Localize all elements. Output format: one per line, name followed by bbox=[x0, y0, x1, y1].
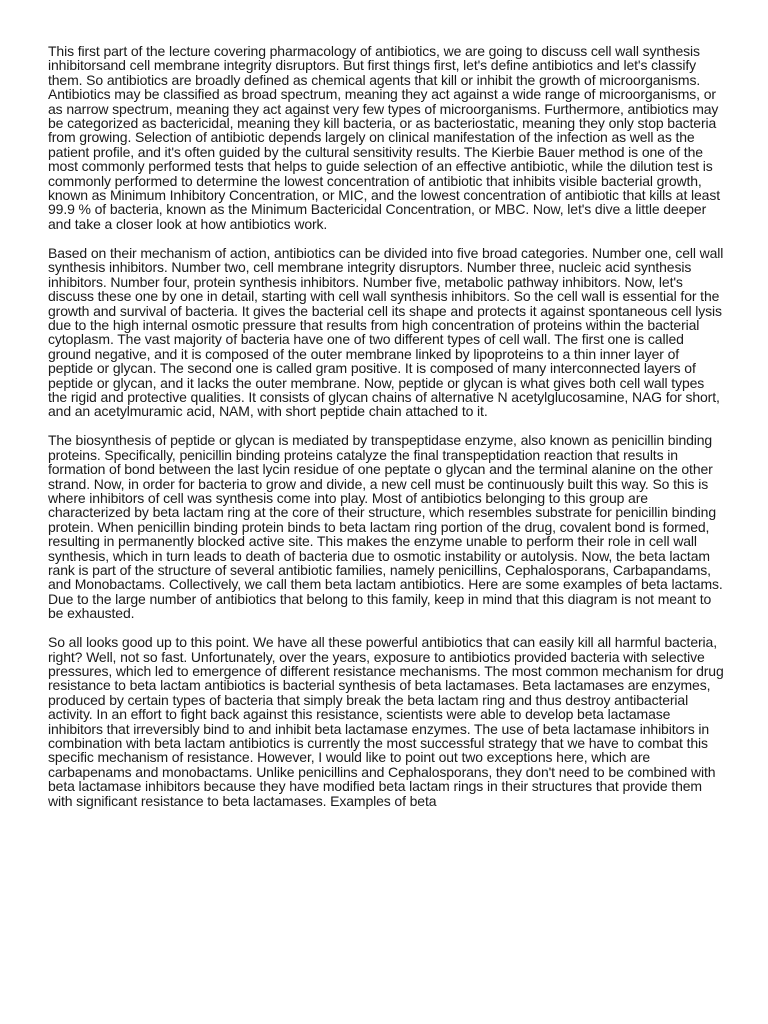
paragraph-peptidoglycan-biosynthesis: The biosynthesis of peptide or glycan is mediated by transpeptidase enzyme, also known as penicillin binding proteins. Specifically, penicillin binding proteins catalyze the final transpeptidation reaction that results in formation of bond between the last lycin residue of one peptate o glycan and the terminal alanine on the other strand. Now, in order for bacteria to grow and divide, a new cell must be continuously built this way. So this is where inhibitors of cell was synthesis come into play. Most of antibiotics belonging to this group are characterized by beta lactam ring at the core of their structure, which resembles substrate for penicillin binding protein. When penicillin binding protein binds to beta lactam ring portion of the drug, covalent bond is formed, resulting in permanently blocked active site. This makes the enzyme unable to perform their role in cell wall synthesis, which in turn leads to death of bacteria due to osmotic instability or autolysis. Now, the beta lactam rank is part of the structure of several antibiotic families, namely penicillins, Cephalosporans, Carbapandams, and Monobactams. Collectively, we call them beta lactam antibiotics. Here are some examples of beta lactams. Due to the large number of antibiotics that belong to this family, keep in mind that this diagram is not meant to be exhausted. bbox=[48, 432, 723, 622]
document-page bbox=[48, 44, 726, 823]
paragraph-beta-lactamase-resistance: So all looks good up to this point. We have all these powerful antibiotics that can easily kill all harmful bacteria, right? Well, not so fast. Unfortunately, over the years, exposure to antibiotics provided bacteria with selective pressures, which led to emergence of different resistance mechanisms. The most common mechanism for drug resistance to beta lactam antibiotics is bacterial synthesis of beta lactamases. Beta lactamases are enzymes, produced by certain types of bacteria that simply break the beta lactam ring and thus destroy antibacterial activity. In an effort to fight back against this resistance, scientists were able to develop beta lactamase inhibitors that irreversibly bind to and inhibit beta lactamase enzymes. The use of beta lactamase inhibitors in combination with beta lactam antibiotics is currently the most successful strategy that we have to combat this specific mechanism of resistance. However, I would like to point out two exceptions here, which are carbapenams and monobactams. Unlike penicillins and Cephalosporans, they don't need to be combined with beta lactamase inhibitors because they have modified beta lactam rings in their structures that provide them with significant resistance to beta lactamases. Examples of beta bbox=[48, 634, 724, 809]
paragraph-mechanism-categories: Based on their mechanism of action, antibiotics can be divided into five broad categories. Number one, cell wall synthesis inhibitors. Number two, cell membrane integrity disruptors. Number three, nucleic acid synthesis inhibitors. Number four, protein synthesis inhibitors. Number five, metabolic pathway inhibitors. Now, let's discuss these one by one in detail, starting with cell wall synthesis inhibitors. So the cell wall is essential for the growth and survival of bacteria. It gives the bacterial cell its shape and protects it against spontaneous cell lysis due to the high internal osmotic pressure that results from high concentration of proteins within the bacterial cytoplasm. The vast majority of bacteria have one of two different types of cell wall. The first one is called ground negative, and it is composed of the outer membrane linked by lipoproteins to a thin inner layer of peptide or glycan. The second one is called gram positive. It is composed of many interconnected layers of peptide or glycan, and it lacks the outer membrane. Now, peptide or glycan is what gives both cell wall types the rigid and protective qualities. It consists of glycan chains of alternative N acetylglucosamine, NAG for short, and an acetylmuramic acid, NAM, with short peptide chain attached to it. bbox=[48, 244, 724, 420]
paragraph-antibiotics-intro: This first part of the lecture covering pharmacology of antibiotics, we are going to discuss cell wall synthesis inhibitorsand cell membrane integrity disruptors. But first things first, let's define antibiotics and let's classify them. So antibiotics are broadly defined as chemical agents that kill or inhibit the growth of microorganisms. Antibiotics may be classified as broad spectrum, meaning they act against a wide range of microorganisms, or as narrow spectrum, meaning they act against very few types of microorganisms. Furthermore, antibiotics may be categorized as bactericidal, meaning they kill bacteria, or as bacteriostatic, meaning they only stop bacteria from growing. Selection of antibiotic depends largely on clinical manifestation of the infection as well as the patient profile, and it's often guided by the cultural sensitivity results. The Kierbie Bauer method is one of the most commonly performed tests that helps to guide selection of an effective antibiotic, while the dilution test is commonly performed to determine the lowest concentration of antibiotic that inhibits visible bacterial growth, known as Minimum Inhibitory Concentration, or MIC, and the lowest concentration of antibiotic that kills at least 99.9 % of bacteria, known as the Minimum Bactericidal Concentration, or MBC. Now, let's dive a little deeper and take a closer look at how antibiotics work. bbox=[48, 43, 720, 232]
